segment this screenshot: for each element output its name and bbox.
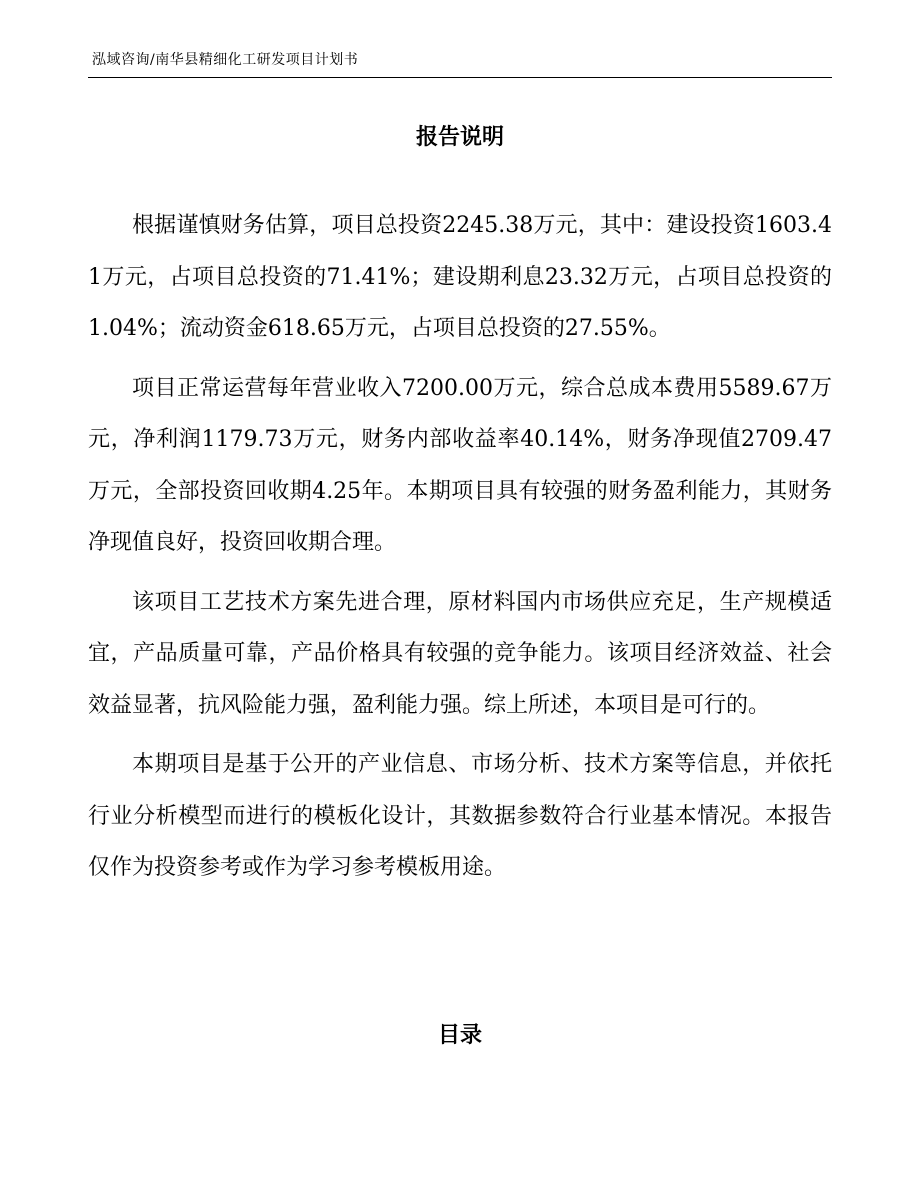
paragraph-financials: 项目正常运营每年营业收入7200.00万元，综合总成本费用5589.67万元，净利润1179.73万元，财务内部收益率40.14%，财务净现值2709.47万元，全部投资回收期4.25年。本期项目具有较强的财务盈利能力，其财务净现值良好，投资回收期合理。	[88, 375, 832, 555]
header-divider	[88, 77, 832, 78]
page-header: 泓域咨询/南华县精细化工研发项目计划书	[92, 52, 359, 68]
toc-title: 目录	[437, 1023, 482, 1048]
paragraph-investment: 根据谨慎财务估算，项目总投资2245.38万元，其中：建设投资1603.41万元，占项目总投资的71.41%；建设期利息23.32万元，占项目总投资的1.04%；流动资金618.65万元，占项目总投资的27.55%。	[88, 213, 832, 341]
report-title: 报告说明	[415, 125, 504, 150]
paragraph-feasibility: 该项目工艺技术方案先进合理，原材料国内市场供应充足，生产规模适宜，产品质量可靠，产品价格具有较强的竞争能力。该项目经济效益、社会效益显著，抗风险能力强，盈利能力强。综上所述，本项目是可行的。	[88, 589, 832, 718]
paragraph-disclaimer: 本期项目是基于公开的产业信息、市场分析、技术方案等信息，并依托行业分析模型而进行的模板化设计，其数据参数符合行业基本情况。本报告仅作为投资参考或作为学习参考模板用途。	[88, 752, 832, 880]
report-body	[88, 200, 832, 902]
